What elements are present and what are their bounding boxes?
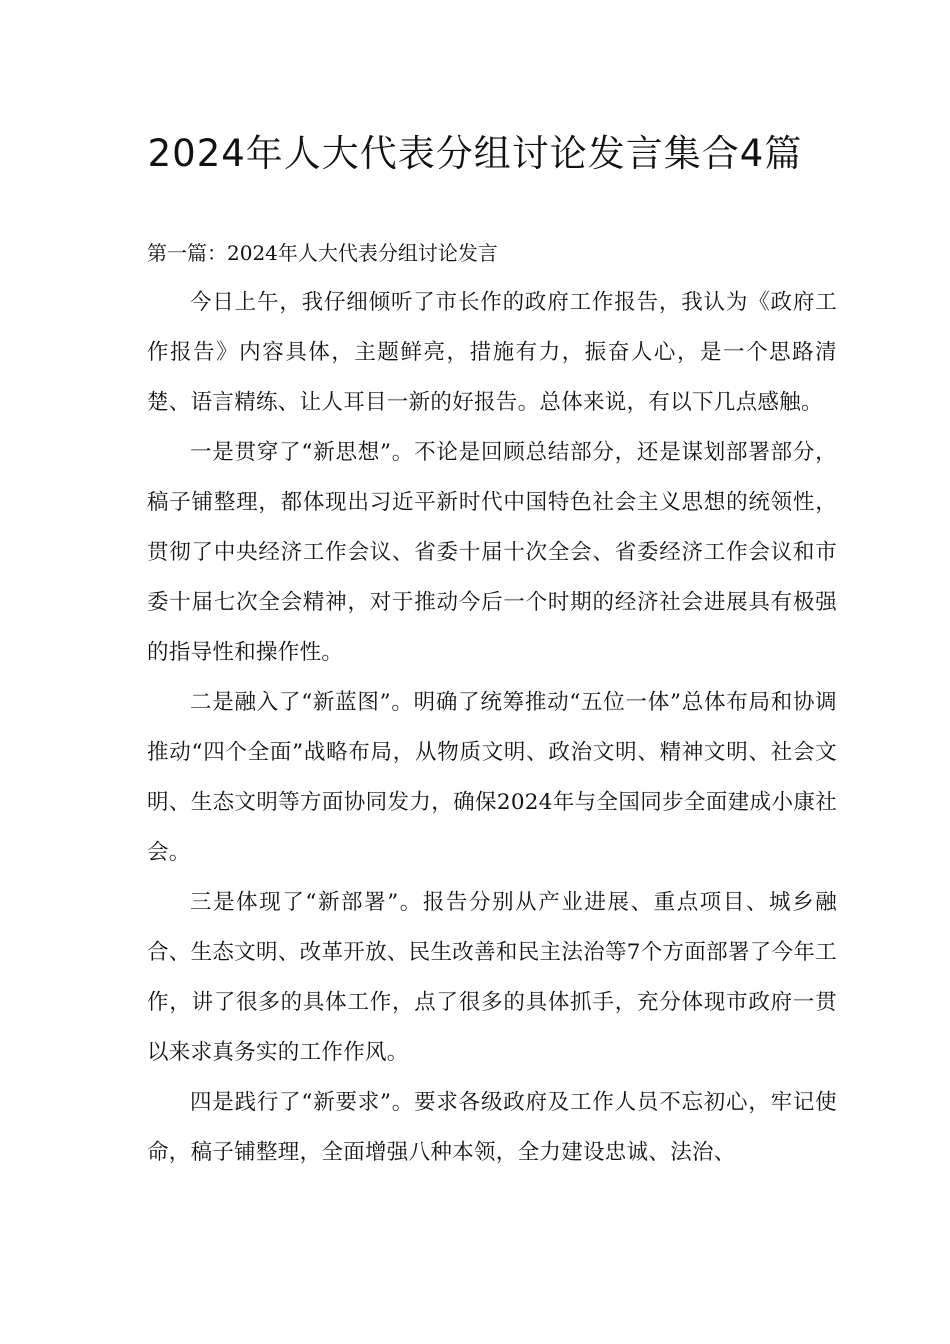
paragraph-new-blueprint: 二是融入了“新蓝图”。明确了统筹推动“五位一体”总体布局和协调推动“四个全面”战略布局，从物质文明、政治文明、精神文明、社会文明、生态文明等方面协同发力，确保2024年与全国同步全面建成小康社会。 <box>147 690 837 865</box>
paragraph-new-thought: 一是贯穿了“新思想”。不论是回顾总结部分，还是谋划部署部分，稿子铺整理，都体现出习近平新时代中国特色社会主义思想的统领性，贯彻了中央经济工作会议、省委十届十次全会、省委经济工作会议和市委十届七次全会精神，对于推动今后一个时期的经济社会进展具有极强的指导性和操作性。 <box>147 440 837 665</box>
paragraph-new-deployment: 三是体现了“新部署”。报告分别从产业进展、重点项目、城乡融合、生态文明、改革开放、民生改善和民主法治等7个方面部署了今年工作，讲了很多的具体工作，点了很多的具体抓手，充分体现市政府一贯以来求真务实的工作作风。 <box>147 890 837 1065</box>
section-heading: 第一篇：2024年人大代表分组讨论发言 <box>147 241 498 265</box>
document-body <box>147 228 837 1178</box>
paragraph-new-requirement: 四是践行了“新要求”。要求各级政府及工作人员不忘初心，牢记使命，稿子铺整理，全面增强八种本领，全力建设忠诚、法治、 <box>147 1090 837 1165</box>
document-title: 2024年人大代表分组讨论发言集合4篇 <box>147 132 803 175</box>
paragraph-intro: 今日上午，我仔细倾听了市长作的政府工作报告，我认为《政府工作报告》内容具体，主题鲜亮，措施有力，振奋人心，是一个思路清楚、语言精练、让人耳目一新的好报告。总体来说，有以下几点感触。 <box>147 290 837 415</box>
